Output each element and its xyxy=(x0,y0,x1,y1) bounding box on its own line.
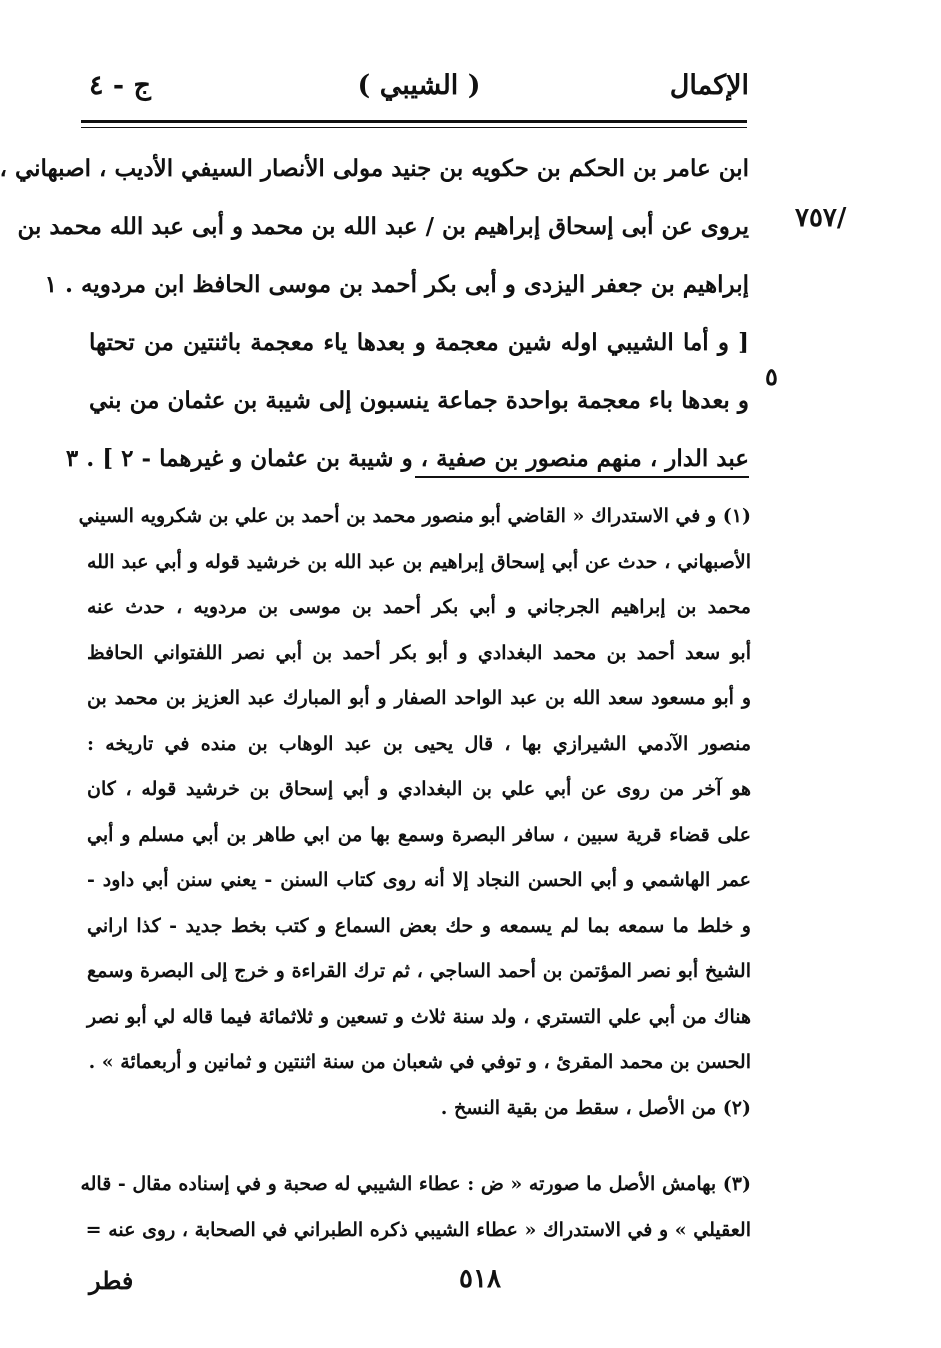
main-text xyxy=(0,140,749,488)
text-line: يروى عن أبى إسحاق إبراهيم بن / عبد الله بن محمد و أبى عبد الله محمد بن xyxy=(17,213,749,240)
footnote-line: منصور الآدمي الشيرازي بها ، قال يحيى بن عبد الوهاب بن منده في تاريخه : xyxy=(87,732,751,755)
page-number: ٥١٨ xyxy=(459,1264,501,1294)
text-line: [ و أما الشيبي اوله شين معجمة و بعدها ياء معجمة باثنتين من تحتها xyxy=(89,329,749,356)
footnote-line: هناك من أبي علي التستري ، ولد سنة ثلاث و تسعين و ثلاثمائة فيما قاله لي أبو نصر xyxy=(87,1005,751,1028)
header-rule xyxy=(81,120,747,123)
section-title: ( الشيبي ) xyxy=(357,70,481,101)
footnote-line: عمر الهاشمي و أبي الحسن النجاد إلا أنه روى كتاب السنن - يعني سنن أبي داود - xyxy=(87,869,751,891)
header-rule-thin xyxy=(81,127,747,128)
footnote-line: العقيلي » و في الاستدراك « عطاء الشيبي ذكره الطبراني في الصحابة ، روى عنه = xyxy=(85,1218,751,1241)
footnote-line: هو آخر من روى عن أبي علي بن البغدادي و أبي إسحاق بن خرشيد قوله ، كان xyxy=(87,778,751,800)
signature-mark: فطر xyxy=(89,1266,134,1295)
footnote-line: (٣) بهامش الأصل ما صورته « ض : عطاء الشيبي له صحبة و في إسناده مقال - قاله xyxy=(80,1173,751,1195)
margin-line-number: ٥ xyxy=(765,362,778,391)
footnote-line: (١) و في الاستدراك « القاضي أبو منصور محمد بن أحمد بن علي بن شكرويه السيني xyxy=(78,505,751,527)
footnote-line: الشيخ أبو نصر المؤتمن بن أحمد الساجي ، ثم ترك القراءة و خرج إلى البصرة وسمع xyxy=(87,960,751,982)
footnote-line: الحسن بن محمد المقرئ ، و توفي في شعبان من سنة اثنتين و ثمانين و أربعمائة » . xyxy=(88,1051,751,1073)
text-line: و بعدها باء معجمة بواحدة جماعة ينسبون إلى شيبة بن عثمان من بني xyxy=(89,387,749,414)
footnote-separator xyxy=(415,476,749,478)
book-title: الإكمال xyxy=(669,70,749,101)
footnote-3 xyxy=(80,1162,751,1253)
text-line: عبد الدار ، منهم منصور بن صفية ، و شيبة بن عثمان و غيرهما - ٢ ] . ٣ xyxy=(65,445,749,472)
footnote-line: على قضاء قرية سبين ، سافر البصرة وسمع بها من ابي طاهر بن أبي مسلم و أبي xyxy=(87,823,751,846)
running-header xyxy=(89,70,749,110)
footnote-line: محمد بن إبراهيم الجرجاني و أبي بكر أحمد بن موسى بن مردويه ، حدث عنه xyxy=(87,596,751,618)
margin-entry-number: /٧٥٧ xyxy=(795,203,847,233)
footnote-line: و أبو مسعود سعد الله بن عبد الواحد الصفار و أبو المبارك عبد العزيز بن محمد بن xyxy=(87,687,751,709)
text-line: إبراهيم بن جعفر اليزدى و أبى بكر أحمد بن موسى الحافظ ابن مردويه . ١ xyxy=(44,271,749,298)
volume-number: ج - ٤ xyxy=(89,70,151,101)
footnote-line: و خلط ما سمعه بما لم يسمعه و حك بعض السماع و كتب بخط جديد - كذا اراني xyxy=(87,914,751,937)
footnote-line: الأصبهاني ، حدث عن أبي إسحاق إبراهيم بن عبد الله بن خرشيد قوله و أبي عبد الله xyxy=(87,550,751,573)
footnotes xyxy=(78,494,751,1131)
footnote-line: أبو سعد أحمد بن محمد البغدادي و أبو بكر أحمد بن أبي نصر اللفتواني الحافظ xyxy=(87,641,751,664)
text-line: ابن عامر بن الحكم بن حكويه بن جنيد مولى الأنصار السيفي الأديب ، اصبهاني ، xyxy=(0,155,749,182)
footnote-line: (٢) من الأصل ، سقط من بقية النسخ . xyxy=(440,1096,751,1119)
